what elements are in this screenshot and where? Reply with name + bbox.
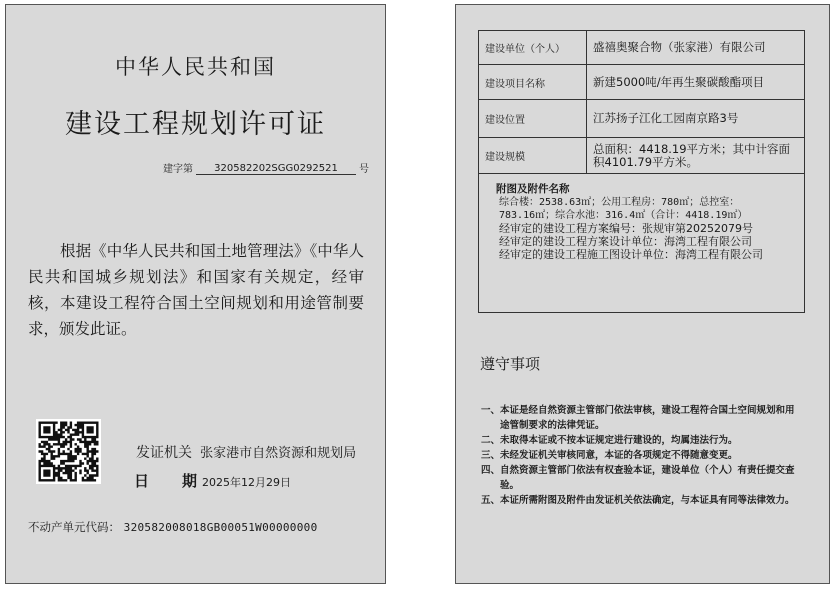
note-text: 自然资源主管部门依法有权查验本证，建设单位（个人）有责任提交查验。 <box>500 465 795 491</box>
note-number: 五、 <box>481 495 501 506</box>
row-value: 总面积：4418.19平方米；其中计容面积4101.79平方米。 <box>587 138 805 174</box>
row-key: 建设位置 <box>479 100 587 138</box>
attachment-line: 经审定的建设工程施工图设计单位：海湾工程有限公司 <box>499 248 763 261</box>
table-row <box>479 31 805 65</box>
issuer-value: 张家港市自然资源和规划局 <box>200 446 357 461</box>
attachment-line: 783.16㎡；综合水池：316.4㎡（合计：4418.19㎡） <box>499 210 748 221</box>
row-key: 建设规模 <box>479 138 587 174</box>
issue-date <box>134 470 291 491</box>
row-value: 盛禧奥聚合物（张家港）有限公司 <box>587 31 805 65</box>
note-number: 四、 <box>481 465 501 476</box>
note-number: 三、 <box>481 450 501 461</box>
number-label: 建字第 <box>163 164 193 175</box>
row-value: 新建5000吨/年再生聚碳酸酯项目 <box>587 65 805 100</box>
note-text: 本证所需附图及附件由发证机关依法确定，与本证具有同等法律效力。 <box>500 495 795 506</box>
attachment-line: 经审定的建设工程方案编号：张规审第20252079号 <box>499 222 753 235</box>
certificate-body-text: 根据《中华人民共和国土地管理法》《中华人民共和国城乡规划法》和国家有关规定，经审核，本建设工程符合国土空间规划和用途管制要求，颁发此证。 <box>28 242 364 338</box>
notes-list <box>481 403 801 508</box>
number-value: 320582202SGG0292521 <box>196 163 356 175</box>
number-suffix: 号 <box>359 164 369 175</box>
country-name: 中华人民共和国 <box>115 55 276 79</box>
estate-label: 不动产单元代码： <box>28 520 120 534</box>
certificate-title: 建设工程规划许可证 <box>65 109 326 140</box>
attachment-line: 经审定的建设工程方案设计单位：海湾工程有限公司 <box>499 235 752 248</box>
row-key: 建设单位（个人） <box>479 31 587 65</box>
list-item <box>481 463 801 493</box>
date-label-1: 日 <box>134 472 150 490</box>
project-info-table <box>478 30 805 174</box>
issuing-authority <box>136 442 356 462</box>
list-item <box>481 403 801 433</box>
attachments-title: 附图及附件名称 <box>496 183 570 195</box>
note-number: 二、 <box>481 435 501 446</box>
list-item <box>481 448 801 463</box>
date-label-2: 期 <box>182 472 198 490</box>
note-text: 未取得本证或不按本证规定进行建设的，均属违法行为。 <box>500 435 738 446</box>
table-row <box>479 65 805 100</box>
estate-code: 320582008018GB00051W00000000 <box>123 521 318 534</box>
attachment-line: 综合楼：2538.63㎡；公用工程房：780㎡；总控室： <box>499 197 740 208</box>
certificate-front-page <box>5 4 386 584</box>
note-number: 一、 <box>481 405 501 416</box>
note-text: 未经发证机关审核同意，本证的各项规定不得随意变更。 <box>500 450 738 461</box>
list-item <box>481 433 801 448</box>
issuer-label: 发证机关 <box>136 445 192 461</box>
note-text: 本证是经自然资源主管部门依法审核，建设工程符合国土空间规划和用途管制要求的法律凭证。 <box>500 405 795 431</box>
certificate-number <box>163 160 369 175</box>
date-value: 2025年12月29日 <box>202 476 292 489</box>
table-row <box>479 138 805 174</box>
row-key: 建设项目名称 <box>479 65 587 100</box>
attachments-box <box>478 173 805 313</box>
real-estate-unit-code <box>28 519 318 535</box>
qr-code-icon <box>36 419 101 484</box>
certificate-back-page <box>455 4 830 584</box>
table-row <box>479 100 805 138</box>
list-item <box>481 493 801 508</box>
notes-title: 遵守事项 <box>480 355 541 373</box>
row-value: 江苏扬子江化工园南京路3号 <box>587 100 805 138</box>
